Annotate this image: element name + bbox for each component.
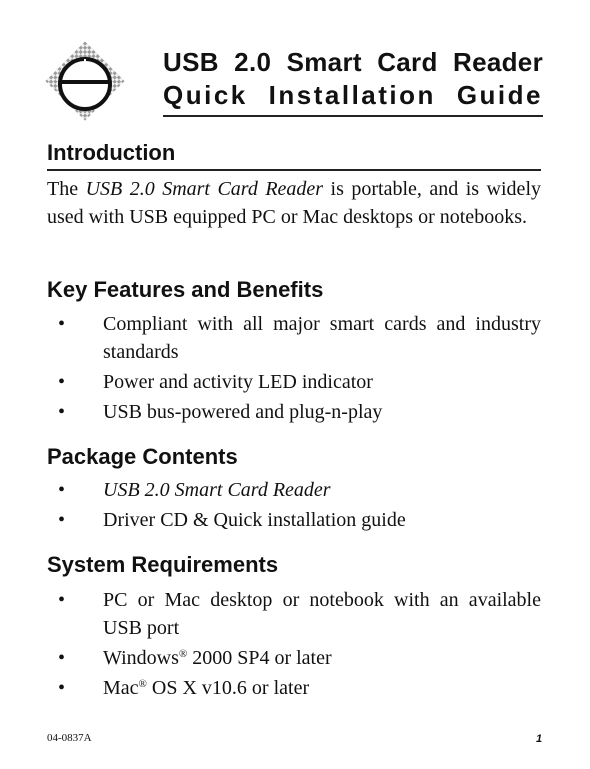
feature-text: Power and activity LED indicator [103,371,373,393]
intro-product-name: USB 2.0 Smart Card Reader [85,178,324,200]
registered-mark: ® [178,648,188,660]
intro-text-prefix: The [47,178,86,200]
requirement-os-name: Windows [103,647,179,669]
bullet: • [58,509,66,531]
bullet: • [58,371,66,393]
requirements-list [47,586,541,704]
feature-text: Compliant with all major smart cards and industry standards [103,313,541,363]
list-item [47,644,541,672]
package-heading: Package Contents [47,444,238,469]
introduction-paragraph [47,175,541,231]
list-item [47,476,541,504]
package-list [47,476,541,536]
requirements-heading: System Requirements [47,552,279,577]
list-item [47,506,541,534]
package-item-text: Driver CD & Quick installation guide [103,509,406,531]
bullet: • [58,479,66,501]
requirement-os-version: 2000 SP4 or later [187,647,332,669]
bullet: • [58,647,66,669]
document-number: 04-0837A [47,732,92,744]
requirement-os-version: OS X v10.6 or later [146,677,310,699]
list-item [47,674,541,702]
requirement-text: PC or Mac desktop or notebook with an available USB port [103,589,541,639]
bullet: • [58,401,66,423]
list-item [47,586,541,642]
bullet: • [58,589,66,611]
title-line-1: USB 2.0 Smart Card Reader [163,47,543,77]
registered-mark: ® [138,678,147,690]
list-item [47,310,541,366]
list-item [47,368,541,396]
bullet: • [58,677,66,699]
package-item-text: USB 2.0 Smart Card Reader [103,479,331,501]
requirement-os-name: Mac [103,677,139,699]
features-heading: Key Features and Benefits [47,277,324,302]
bullet: • [58,313,66,335]
introduction-heading: Introduction [47,139,541,171]
brand-logo [42,38,128,124]
title-line-2: Quick Installation Guide [163,78,543,117]
list-item [47,398,541,426]
intro-text-suffix: is portable, and is widely used with USB equipped PC or Mac desktops or notebooks. [47,178,541,228]
document-title [163,46,543,117]
page-number: 1 [536,733,543,745]
feature-text: USB bus-powered and plug-n-play [103,401,383,423]
features-list [47,310,541,428]
